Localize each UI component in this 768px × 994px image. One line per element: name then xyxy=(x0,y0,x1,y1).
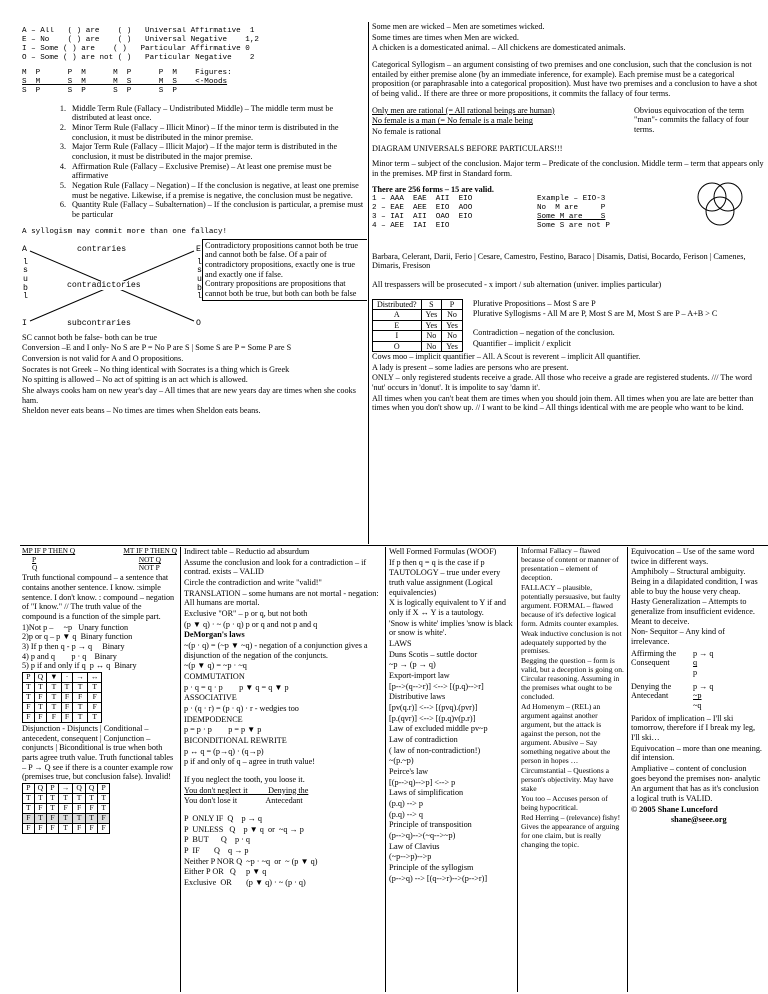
text-line: TRANSLATION – some humans are not mortal - negation: All humans are mortal. xyxy=(184,588,379,608)
column-laws xyxy=(385,547,517,992)
text-line: 'Snow is white' implies 'snow is black or snow is white'. xyxy=(389,618,513,638)
subcontraries-label: subcontraries xyxy=(67,318,131,328)
proposition-a: A – All ( ) are ( ) Universal Affirmative 1 xyxy=(22,27,255,35)
text-line: Ad Homenym – (REL) an argument against another argument, but the attack is against the person, not the argument. Abusive – Say something negative about the person in hopes … xyxy=(521,702,611,765)
text-line: [pv(q.r)] <--> [(pvq).(pvr)] xyxy=(389,703,478,713)
square-i-label: I xyxy=(22,318,27,328)
text-line: [p.(qvr)] <--> [(p.q)v(p.r)] xyxy=(389,713,476,723)
figures-row: S P S P S P S P xyxy=(22,86,177,95)
column-divider xyxy=(368,22,369,544)
venn-diagram-icon xyxy=(690,179,750,231)
intro-line: Some men are wicked – Men are sometimes wicked. xyxy=(372,22,545,31)
rule-item: 4. Affirmation Rule (Fallacy – Exclusive Premise) – At least one premise must be affirmative xyxy=(59,161,332,181)
text-line: Circle the contradiction and write "valid!" xyxy=(184,578,322,588)
forms-block xyxy=(372,185,764,247)
valid-forms-row: 4 – AEE IAI EIO xyxy=(372,222,450,231)
text-line: (~p-->p)-->p xyxy=(389,852,432,862)
text-line: Export-import law xyxy=(389,671,450,681)
note-line: Conversion is not valid for A and O propositions. xyxy=(22,354,184,364)
text-line: An argument that has as it's conclusion a logical truth is VALID. xyxy=(631,784,759,804)
plurative-line: Plurative Propositions – Most S are P xyxy=(472,298,596,308)
text-line: Either P OR Q p ▼ q xyxy=(184,867,267,877)
intro-line: A chicken is a domesticated animal. – All chickens are domesticated animals. xyxy=(372,43,626,53)
syllogism-note: A syllogism may commit more than one fallacy! xyxy=(22,227,228,236)
mood-names: Barbara, Celerant, Darii, Ferio | Cesare, Camestro, Festino, Baraco | Disamis, Datisi, Bocardo, Ferison | Camenes, Dimaris, Fresison xyxy=(372,251,746,271)
contradiction-line: Quantifier – implicit / explicit xyxy=(472,338,572,348)
text-line: You too – Accuses person of being hypocritical. xyxy=(521,793,608,812)
text-line: LAWS xyxy=(389,639,412,649)
connective-terms: Disjunction - Disjuncts | Conditional – antecedent, consequent | Conjunction – conjuncts | Biconditional is true when both parts agree truth value. Truth functional tables – P → Q see if there is a counter example row (premises true, but conclusion false). Invalid! xyxy=(22,723,174,782)
bottom-section xyxy=(22,547,766,992)
truth-functional-text: Truth functional compound – a sentence that contains another sentence. I know. :simple sentence. I don't know. : compound – negation of "I know." // The truth value of the compound is a function of the simple part. xyxy=(22,573,175,621)
note-line: Socrates is not Greek – No thing identical with Socrates is a thing which is Greek xyxy=(22,364,290,374)
text-line: If you neglect the tooth, you loose it. xyxy=(184,775,305,785)
text-line: ASSOCIATIVE xyxy=(184,693,237,703)
text-line: P UNLESS Q p ▼ q or ~q → p xyxy=(184,824,304,834)
proposition-o: O – Some ( ) are not ( ) Particular Negative 2 xyxy=(22,53,255,62)
rule-item: 6. Quantity Rule (Fallacy – Subalternation) – If the conclusion is particular, a premise must be particular xyxy=(59,200,364,220)
figures-row: S M S M M S M S <-Moods xyxy=(22,77,228,86)
text-line: Well Formed Formulas (WOOF) xyxy=(389,547,497,556)
terms-definition: Minor term – subject of the conclusion. Major term – Predicate of the conclusion. Middle term – term that appears only in the premises. MP first in Standard form. xyxy=(372,159,764,179)
square-o-label: O xyxy=(196,318,201,328)
text-line: Begging the question – form is valid, but a deception is going on. Circular reasoning. Assuming in the premises what ought to be concluded. xyxy=(521,656,624,702)
text-line: IDEMPODENCE xyxy=(184,714,243,724)
column-informal-fallacies xyxy=(517,547,627,992)
text-line: (p ▼ q) · ~ (p · q) p or q and not p and q xyxy=(184,619,318,629)
text-line: (p-->q)-->(~q-->~p) xyxy=(389,831,456,841)
distribution-table: Distributed? S P A Yes No E Yes Yes I No No O No Yes xyxy=(372,299,463,352)
text-line: BICONDITIONAL REWRITE xyxy=(184,736,287,746)
text-line: P IF Q q → p xyxy=(184,846,249,856)
text-line: ( law of non-contradiction!) xyxy=(389,745,481,755)
author-email: shane@seee.org xyxy=(671,815,727,825)
text-line: Hasty Generalization – Attempts to generalize from insufficient evidence. Meant to deceive. xyxy=(631,597,755,626)
denying-antecedent: Denying the Antecedant p → q ~p ~q xyxy=(631,681,714,711)
section-divider xyxy=(20,545,768,546)
figures-row: M P P M M P P M Figures: xyxy=(22,68,232,77)
text-line: ~(p ▼ q) = ~p · ~q xyxy=(184,661,247,671)
four-terms-line: No female is a man (= No female is a male being xyxy=(372,116,533,126)
rule-item: 1. Middle Term Rule (Fallacy – Undistributed Middle) – The middle term must be distributed at least once. xyxy=(59,103,334,123)
column-truth-functions: MP IF P THEN Q MT IF P THEN Q P Q NOT Q NOT P Truth functional compound – a sentence that contains another sentence. I know. :simple sentence. I don't know. : compound – negation of "I know." // The truth value of the compound is a function of the simple part. 1)Not p – ~p Unary function 2)p or q – p ▼ q Binary function 3) If p then q - p → q Binary 4) p and q p · q Binary 5) p if and only if q p ↔ q Binary P Q ▼ · → ↔ T T T T T T T F T F F F F T T F T F F F F F T T Disjunction - Disjuncts | Conditional – antecedent, consequent | Conjunction – conjuncts | Biconditional is true when both parts agree truth value. Truth functional tables – P → Q see if there is a counter example row (premises true, but conclusion false). Invalid! P Q P → Q Q P T T T T T T T T F T F F F T F T F T T T F F F F T F F F xyxy=(22,547,177,832)
syllogism-rules xyxy=(22,104,367,220)
text-line: COMMUTATION xyxy=(184,672,245,682)
categorical-definition: Categorical Syllogism – an argument consisting of two premises and one conclusion, such that the conclusion is not entailed by either premise alone (by an immediate inference, for example). Each premise must be a categorical proposition (or paraphrasable into a categorical proposition). Must have two premises and a conclusion to have a shot of being valid.. If there are three or more propositions, it commits the fallacy of four terms. xyxy=(372,60,758,99)
top-right-panel xyxy=(372,22,764,545)
square-a-label: A xyxy=(22,244,27,254)
text-line: p = p · p p = p ▼ p xyxy=(184,725,262,735)
text-line: Law of excluded middle pv~p xyxy=(389,724,488,734)
text-line: [p-->(q-->r)] <--> [(p.q)-->r] xyxy=(389,681,484,691)
valid-forms-row: 2 – EAE AEE EIO AOO xyxy=(372,204,473,213)
text-line: P BUT Q p · q xyxy=(184,835,250,845)
text-line: [(p-->q)-->p] <--> p xyxy=(389,777,456,787)
text-line: (p-->q) --> [(q-->r)-->(p-->r)] xyxy=(389,873,488,883)
diagram-rule: DIAGRAM UNIVERSALS BEFORE PARTICULARS!!! xyxy=(372,143,563,153)
subalterns-right: l s u b l xyxy=(197,257,202,302)
text-line: (p.q) --> q xyxy=(389,809,423,819)
text-line: You don't lose it Antecedant xyxy=(184,796,303,806)
copyright: © 2005 Shane Lunceford xyxy=(631,804,718,814)
four-terms-line: Only men are rational (= All rational beings are human) xyxy=(372,105,555,115)
square-of-opposition xyxy=(22,239,367,333)
figures-block xyxy=(22,69,367,96)
text-line: Principle of the syllogism xyxy=(389,863,474,873)
text-line: Principle of transposition xyxy=(389,820,472,830)
proposition-list xyxy=(22,27,367,63)
valid-forms-row: 1 – AAA EAE AII EIO xyxy=(372,195,473,204)
plurative-line: Plurative Syllogisms - All M are P, Most S are M, Most S are P – A+B > C xyxy=(472,309,718,319)
text-line: Law of contradiction xyxy=(389,735,458,745)
tail-line: All times when you can't beat them are times when you should join them. All times when you are late are better than times when you don't show up. // I want to be kind – All things identical with me are people who want to be kind. xyxy=(372,393,754,413)
four-terms-example xyxy=(372,106,764,138)
text-line: ~(p · q) = (~p ▼ ~q) - negation of a conjunction gives a disjunction of the negation of the conjuncts. xyxy=(184,641,368,660)
distribution-section xyxy=(372,299,764,352)
text-line: p if and only of q – agree in truth value! xyxy=(184,757,315,767)
text-line: p ↔ q = (p→q) · (q→p) xyxy=(184,746,264,756)
truth-table-operators: P Q ▼ · → ↔ T T T T T T T F T F F F F T T F T F F F F F T T xyxy=(22,672,102,723)
trespassers-note: All trespassers will be prosecuted - x import / sub alternation (univer. implies particular) xyxy=(372,280,662,290)
text-line xyxy=(184,768,382,774)
text-line: Informal Fallacy – flawed because of content or manner of presentation – element of deception. xyxy=(521,547,619,582)
note-line: Conversion –E and I only- No S are P = No P are S | Some S are P = Some P are S xyxy=(22,343,292,353)
square-e-label: E xyxy=(196,244,201,254)
intro-line: Some times are times when Men are wicked. xyxy=(372,32,519,42)
subalterns-left: l s u b l xyxy=(23,257,28,302)
text-line: P ONLY IF Q p → q xyxy=(184,814,262,824)
text-line: (p.q) --> p xyxy=(389,799,423,809)
text-line: Equivocation – Use of the same word twice in different ways. xyxy=(631,547,755,566)
text-line: Duns Scotis – suttle doctor xyxy=(389,649,478,659)
text-line: FALLACY – plausible, potentially persuasive, but faulty argument. FORMAL – flawed because of it's defective logical form. Admits counter examples. xyxy=(521,582,621,628)
conversion-notes xyxy=(22,333,367,416)
four-terms-comment: Obvious equivocation of the term "man"- commits the fallacy of four terms. xyxy=(634,105,749,135)
text-line: Law of Clavius xyxy=(389,841,440,851)
contradictory-definitions-box: Contradictory propositions cannot both be true and cannot both be false. Of a pair of contradictory propositions, exactly one is true and exactly one if false. Contrary propositions are propositions that cannot both be true, but both can both be false xyxy=(202,239,367,301)
proposition-i: I – Some ( ) are ( ) Particular Affirmative 0 xyxy=(22,44,250,53)
text-line: Equivocation – more than one meaning. dif intension. xyxy=(631,743,762,763)
column-fallacies-ambiguity xyxy=(627,547,766,992)
text-line: Ampliative – content of conclusion goes beyond the premises non- analytic xyxy=(631,764,761,783)
text-line: Distributive laws xyxy=(389,692,446,702)
text-line: Indirect table – Reductio ad absurdum xyxy=(184,547,310,556)
note-line: SC cannot both be false- both can be true xyxy=(22,332,158,342)
text-line: Laws of simplification xyxy=(389,788,464,798)
tail-line: ONLY – only registered students receive a grade. All those who receive a grade are registered students. /// The word 'nut' occurs in 'donut'. It is impolite to say 'damn it'. xyxy=(372,373,752,392)
text-line: Non- Sequitor – Any kind of irrelevance. xyxy=(631,627,725,647)
text-line: ~p → (p → q) xyxy=(389,660,436,670)
valid-forms-row: 3 – IAI AII OAO EIO xyxy=(372,213,473,222)
top-left-panel xyxy=(22,27,367,545)
text-line: If p then q = q is the case if p xyxy=(389,557,485,567)
text-line: X is logically equivalent to Y if and only if X ↔ Y is a tautology. xyxy=(389,598,506,618)
rule-item: 2. Minor Term Rule (Fallacy – Illicit Minor) – If the minor term is distributed in the conclusion, it must be distributed in the minor premise. xyxy=(59,123,339,142)
rule-item: 3. Major Term Rule (Fallacy – Illicit Major) – If the major term is distributed in the conclusion, it must be distributed in the major premise. xyxy=(59,142,338,162)
text-line: TAUTOLOGY – true under every truth value assignment (Logical equivalencies) xyxy=(389,568,501,597)
forms-title: There are 256 forms – 15 are valid. xyxy=(372,184,494,194)
text-line: Weak inductive conclusion is not adequately supported by the premises. xyxy=(521,628,622,656)
tail-line: A lady is present – some ladies are persons who are present. xyxy=(372,362,569,372)
note-line: She always cooks ham on new year's day – All times that are new years day are times when she cooks ham. xyxy=(22,386,356,405)
text-line: Paridox of implication – I'll ski tomorrow, therefore if I break my leg, I'll ski… xyxy=(631,713,756,743)
text-line: DeMorgan's laws xyxy=(184,630,245,640)
note-line: Sheldon never eats beans – No times are times when Sheldon eats beans. xyxy=(22,406,261,416)
text-line xyxy=(184,807,382,813)
text-line: Exclusive OR (p ▼ q) · ~ (p · q) xyxy=(184,878,306,888)
rule-item: 5. Negation Rule (Fallacy – Negation) – If the conclusion is negative, at least one premise must be negative. Likewise, if a premise is negative, the conclusion must be negative. xyxy=(59,181,359,200)
operator-list: 1)Not p – ~p Unary function 2)p or q – p ▼ q Binary function 3) If p then q - p → q Binary 4) p and q p · q Binary 5) p if and only if q p ↔ q Binary xyxy=(22,622,137,671)
proposition-e: E – No ( ) are ( ) Universal Negative 1,2 xyxy=(22,35,259,44)
note-line: No spitting is allowed – No act of spitting is an act which is allowed. xyxy=(22,375,248,385)
text-line: Circumstantial – Questions a person's objectivity. May have stake xyxy=(521,765,614,793)
mp-heading: MP IF P THEN Q xyxy=(22,547,76,555)
eio-example: Example – EIO-3 No M are P Some M are S Some S are not P xyxy=(537,194,610,230)
affirming-consequent: Affirming the Consequent p → q q p xyxy=(631,648,714,678)
column-equivalences xyxy=(180,547,385,992)
contradictories-label: contradictories xyxy=(67,280,141,290)
text-line: Assume the conclusion and look for a contradiction – if contrad. exists – VALID xyxy=(184,557,367,577)
truth-table-counterexample: P Q P → Q Q P T T T T T T T T F T F F F T F T F T T T F F F F T F F F xyxy=(22,783,110,834)
text-line: You don't neglect it Denying the xyxy=(184,785,309,795)
contradiction-line: Contradiction – negation of the conclusion. xyxy=(472,328,615,338)
contraries-label: contraries xyxy=(77,244,127,254)
mt-heading: MT IF P THEN Q xyxy=(123,547,177,555)
text-line: Amphiboly – Structural ambiguity. Being in a dilapidated condition, I was able to buy the house very cheap. xyxy=(631,567,758,596)
text-line: Neither P NOR Q ~p · ~q or ~ (p ▼ q) xyxy=(184,856,318,866)
text-line: p · (q · r) = (p · q) · r - wedgies too xyxy=(184,704,299,714)
tail-line: Cows moo – implicit quantifier – All. A Scout is reverent – implicit All quantifier. xyxy=(372,351,641,361)
text-line: Red Herring – (relevance) fishy! Gives the appearance of arguing for one claim, but is really changing the topic. xyxy=(521,812,621,849)
text-line: Peirce's law xyxy=(389,767,428,777)
text-line: Exclusive "OR" – p or q, but not both xyxy=(184,609,308,619)
text-line: p · q = q · p p ▼ q = q ▼ p xyxy=(184,682,289,692)
text-line: ~(p.~p) xyxy=(389,756,414,766)
four-terms-line: No female is rational xyxy=(372,127,441,137)
